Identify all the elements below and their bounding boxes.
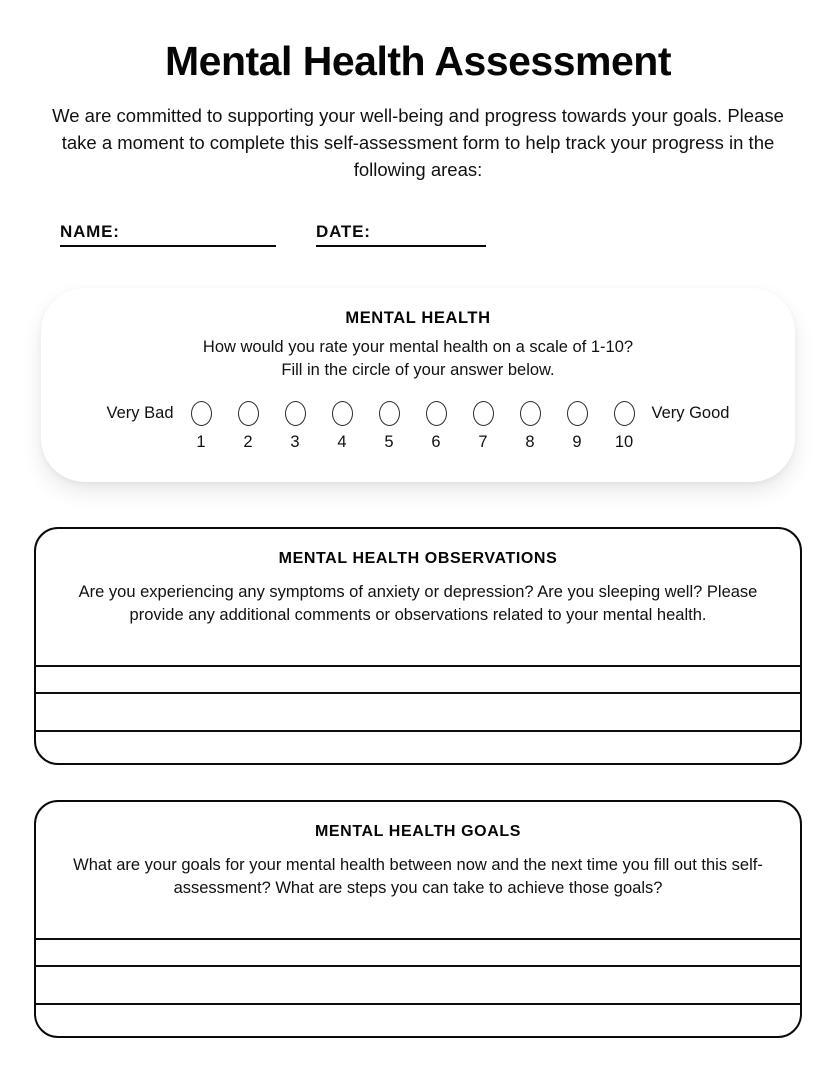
goals-answer-line-2[interactable] bbox=[36, 965, 800, 967]
name-value[interactable] bbox=[120, 219, 276, 237]
scale-number-4: 4 bbox=[337, 433, 347, 451]
observations-prompt: Are you experiencing any symptoms of anxiety or depression? Are you sleeping well? Please provide any additional comments or observations related to your mental health. bbox=[78, 583, 758, 624]
scale-number-5: 5 bbox=[384, 433, 394, 451]
scale-number-1: 1 bbox=[196, 433, 206, 451]
scale-circle-2[interactable] bbox=[238, 401, 259, 426]
name-input-line[interactable] bbox=[60, 219, 276, 247]
scale-option-1 bbox=[191, 401, 212, 452]
date-label: DATE: bbox=[316, 222, 371, 241]
scale-number-8: 8 bbox=[525, 433, 535, 451]
mental-health-scale-card bbox=[41, 288, 795, 482]
name-date-row bbox=[0, 219, 836, 247]
scale-number-6: 6 bbox=[431, 433, 441, 451]
name-label: NAME: bbox=[60, 222, 120, 241]
scale-number-3: 3 bbox=[290, 433, 300, 451]
scale-option-6 bbox=[426, 401, 447, 452]
observations-answer-line-3[interactable] bbox=[36, 730, 800, 732]
date-field bbox=[316, 219, 486, 247]
scale-circle-7[interactable] bbox=[473, 401, 494, 426]
scale-number-9: 9 bbox=[572, 433, 582, 451]
intro-text: We are committed to supporting your well-being and progress towards your goals. Please take a moment to complete this self-assessment form to help track your progress in the following areas: bbox=[52, 105, 784, 180]
goals-prompt: What are your goals for your mental health between now and the next time you fill out this self-assessment? What are steps you can take to achieve those goals? bbox=[73, 856, 763, 897]
scale-number-2: 2 bbox=[243, 433, 253, 451]
scale-option-8 bbox=[520, 401, 541, 452]
observations-title: MENTAL HEALTH OBSERVATIONS bbox=[278, 550, 558, 567]
scale-options bbox=[191, 401, 635, 452]
rating-scale bbox=[41, 401, 795, 452]
observations-answer-line-2[interactable] bbox=[36, 692, 800, 694]
scale-circle-5[interactable] bbox=[379, 401, 400, 426]
goals-answer-line-3[interactable] bbox=[36, 1003, 800, 1005]
scale-question bbox=[41, 336, 795, 382]
page-title: Mental Health Assessment bbox=[165, 38, 671, 84]
scale-circle-1[interactable] bbox=[191, 401, 212, 426]
goals-title: MENTAL HEALTH GOALS bbox=[314, 823, 522, 840]
scale-circle-3[interactable] bbox=[285, 401, 306, 426]
scale-circle-9[interactable] bbox=[567, 401, 588, 426]
scale-question-line2: Fill in the circle of your answer below. bbox=[281, 361, 555, 379]
goals-box bbox=[34, 800, 802, 1038]
scale-circle-6[interactable] bbox=[426, 401, 447, 426]
date-value[interactable] bbox=[371, 219, 486, 237]
observations-box bbox=[34, 527, 802, 765]
scale-number-7: 7 bbox=[478, 433, 488, 451]
scale-option-9 bbox=[567, 401, 588, 452]
scale-option-7 bbox=[473, 401, 494, 452]
scale-circle-4[interactable] bbox=[332, 401, 353, 426]
scale-circle-8[interactable] bbox=[520, 401, 541, 426]
goals-answer-line-1[interactable] bbox=[36, 938, 800, 940]
scale-circle-10[interactable] bbox=[614, 401, 635, 426]
scale-section-title: MENTAL HEALTH bbox=[345, 309, 491, 327]
observations-answer-line-1[interactable] bbox=[36, 665, 800, 667]
scale-option-4 bbox=[332, 401, 353, 452]
scale-question-line1: How would you rate your mental health on a scale of 1-10? bbox=[202, 338, 634, 356]
assessment-form-page bbox=[0, 38, 836, 1080]
scale-option-10 bbox=[614, 401, 635, 452]
scale-option-2 bbox=[238, 401, 259, 452]
scale-min-label: Very Bad bbox=[106, 404, 174, 422]
scale-number-10: 10 bbox=[614, 433, 634, 451]
scale-max-label: Very Good bbox=[651, 404, 730, 422]
date-input-line[interactable] bbox=[316, 219, 486, 247]
name-field bbox=[60, 219, 276, 247]
scale-option-5 bbox=[379, 401, 400, 452]
scale-option-3 bbox=[285, 401, 306, 452]
